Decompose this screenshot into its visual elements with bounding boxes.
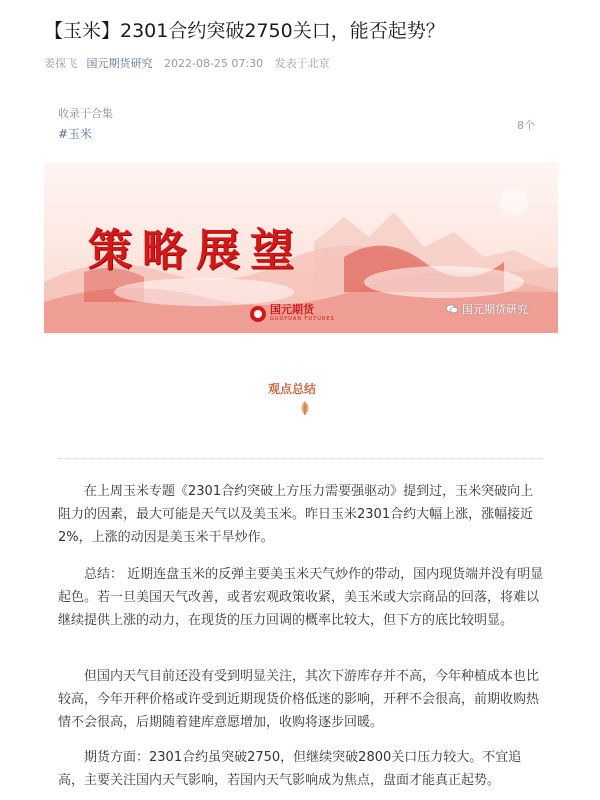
- article-meta: [44, 55, 330, 71]
- logo-icon: [250, 306, 266, 322]
- paragraph-domestic: 但国内天气目前还没有受到明显关注，其次下游库存并不高，今年种植成本也比较高，今年开秤价格或许受到近期现货价格低迷的影响，开秤不会很高，前期收购热情不会很高，后期随着建库意愿增加，收购将逐步回暖。: [58, 669, 540, 730]
- brand-subtitle: GUOYUAN FUTURES: [270, 316, 335, 322]
- paragraph-futures: 期货方面：2301合约虽突破2750，但继续突破2800关口压力较大。不宜追高，主要关注国内天气影响，若国内天气影响成为焦点，盘面才能真正起势。: [58, 750, 522, 788]
- banner-watermark: [446, 301, 528, 317]
- account-link[interactable]: 国元期货研究: [86, 57, 153, 70]
- collection-label: 收录于合集: [58, 107, 113, 120]
- section-heading: 观点总结: [268, 382, 317, 396]
- collection-count[interactable]: 8个: [517, 119, 535, 132]
- brand-name: 国元期货: [270, 303, 314, 316]
- publish-location: 发表于北京: [274, 57, 330, 70]
- leaf-icon: [298, 400, 312, 416]
- watermark-text: 国元期货研究: [462, 303, 528, 316]
- collection-tag[interactable]: #玉米: [58, 127, 93, 141]
- banner-image: [44, 162, 558, 333]
- author-name: 姜探飞: [44, 57, 77, 70]
- wechat-icon: [446, 304, 458, 314]
- banner-title: 策略展望: [88, 225, 304, 276]
- publish-datetime: 2022-08-25 07:30: [164, 57, 264, 70]
- article-title: 【玉米】2301合约突破2750关口，能否起势？: [44, 20, 445, 42]
- section-divider: [58, 458, 543, 459]
- paragraph-intro: 在上周玉米专题《2301合约突破上方压力需要强驱动》提到过，玉米突破向上阻力的因素，最大可能是天气以及美玉米。昨日玉米2301合约大幅上涨，涨幅接近2%，上涨的动因是美玉米干旱炒作。: [58, 484, 534, 545]
- brand-logo: [250, 304, 335, 323]
- paragraph-summary: 总结： 近期连盘玉米的反弹主要美玉米天气炒作的带动，国内现货端并没有明显起色。若一旦美国天气改善，或者宏观政策收紧，美玉米或大宗商品的回落，将难以继续提供上涨的动力，在现货的压力回调的概率比较大，但下方的底比较明显。: [58, 567, 544, 628]
